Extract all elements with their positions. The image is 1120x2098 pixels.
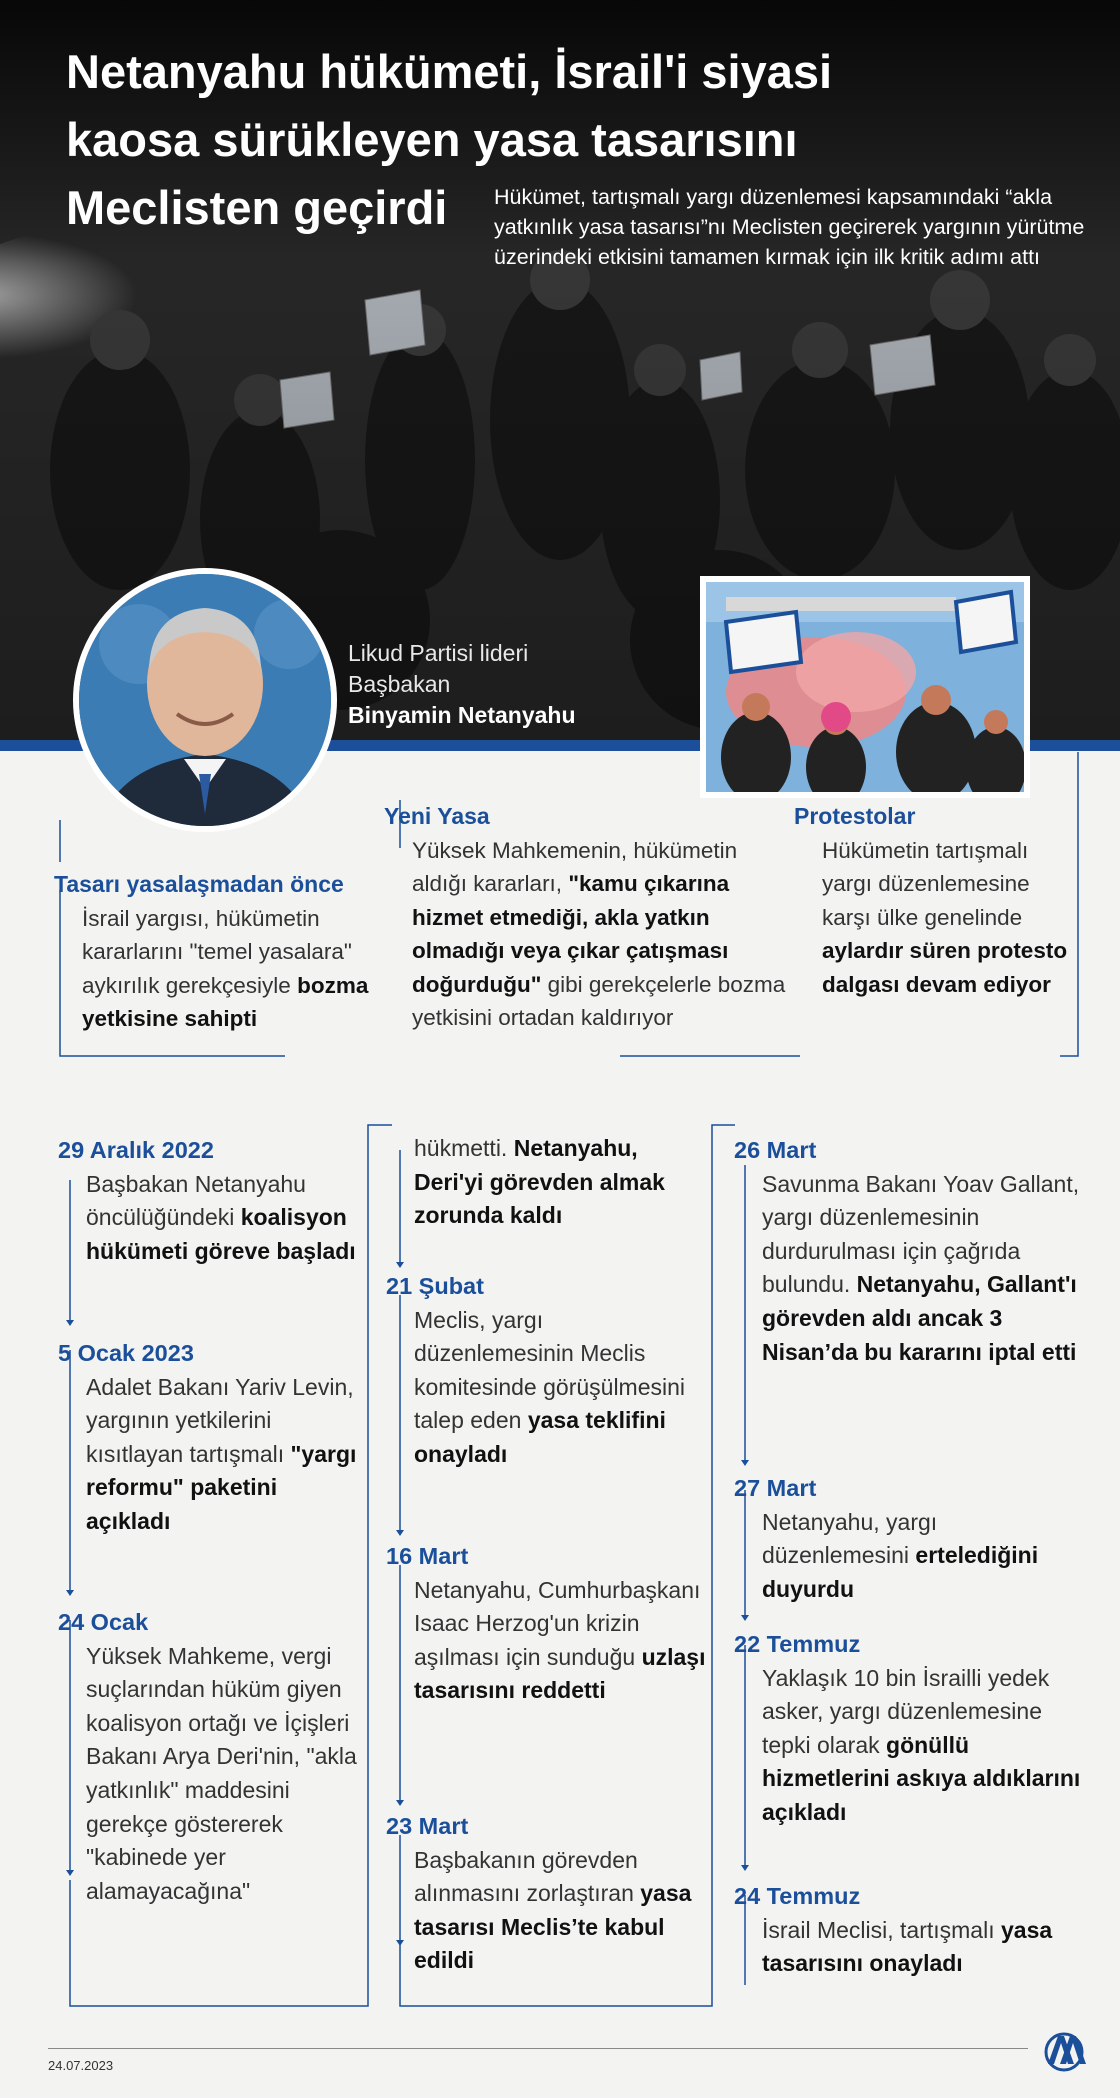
- timeline-text-bold: yasa tasarısı Meclis’te kabul edildi: [414, 1880, 692, 1974]
- section-new-law-text1: Yüksek Mahkemenin, hükümetin aldığı kararları,: [412, 837, 738, 896]
- timeline-text-plain: Netanyahu, yargı düzenlemesini: [762, 1508, 938, 1569]
- timeline-text: [386, 1132, 706, 1233]
- section-before-heading: Tasarı yasalaşmadan önce: [54, 871, 344, 897]
- pm-caption-role: Başbakan: [348, 671, 451, 697]
- pm-caption: [348, 638, 576, 731]
- section-new-law-bold: "kamu çıkarına hizmet etmediği, akla yatkın olmadığı veya çıkar çatışması doğurduğu": [412, 871, 730, 997]
- timeline-text-bold: koalisyon hükümeti göreve başladı: [86, 1204, 356, 1264]
- section-new-law-text2: gibi gerekçelerle bozma yetkisini ortadan kaldırıyor: [412, 971, 786, 1030]
- protest-photo: [700, 576, 1030, 798]
- section-new-law-heading: Yeni Yasa: [384, 803, 490, 829]
- timeline-event: [734, 1472, 1084, 1606]
- timeline-event: [734, 1628, 1084, 1830]
- timeline-event: [386, 1132, 706, 1233]
- timeline-text-bold: Netanyahu, Deri'yi görevden almak zorunda kaldı: [414, 1135, 665, 1229]
- timeline-text: [58, 1168, 358, 1269]
- timeline-event: [58, 1134, 358, 1268]
- timeline-event: [386, 1540, 706, 1708]
- section-protesters: [794, 800, 1076, 1001]
- timeline-date: 27 Mart: [734, 1475, 817, 1501]
- timeline-event: [734, 1134, 1084, 1369]
- page-title: Netanyahu hükümeti, İsrail'i siyasi kaosa sürükleyen yasa tasarısını Meclisten geçirdi: [66, 45, 833, 234]
- timeline-text-plain: hükmetti.: [414, 1135, 508, 1161]
- timeline-date: 21 Şubat: [386, 1273, 484, 1299]
- timeline-text-bold: uzlaşı tasarısını reddetti: [414, 1643, 706, 1704]
- timeline-text-bold: yasa teklifini onayladı: [414, 1407, 666, 1467]
- timeline-text-plain: Meclis, yargı düzenlemesinin Meclis komitesinde görüşülmesini talep eden: [414, 1306, 686, 1434]
- timeline-event: [734, 1880, 1084, 1981]
- section-protesters-text: Hükümetin tartışmalı yargı düzenlemesine karşı ülke genelinde: [822, 837, 1030, 930]
- timeline-text-plain: İsrail Meclisi, tartışmalı: [762, 1916, 995, 1943]
- pm-caption-party: Likud Partisi lideri: [348, 640, 529, 666]
- timeline-date: 26 Mart: [734, 1137, 817, 1163]
- timeline-text: [734, 1168, 1084, 1370]
- section-new-law-body: [384, 834, 796, 1035]
- section-before-law: [54, 868, 384, 1036]
- timeline-text-bold: ertelediğini duyurdu: [762, 1542, 1039, 1602]
- timeline-text-plain: Başbakanın görevden alınmasını zorlaştıran: [414, 1846, 638, 1907]
- section-protesters-bold: aylardır süren protesto dalgası devam ediyor: [822, 938, 1068, 997]
- section-before-text: İsrail yargısı, hükümetin kararlarını "temel yasalara" aykırılık gerekçesiyle: [82, 905, 352, 998]
- timeline-text-bold: Netanyahu, Gallant'ı görevden aldı ancak 3 Nisan’da bu kararını iptal etti: [762, 1271, 1077, 1365]
- timeline-date: 29 Aralık 2022: [58, 1137, 214, 1163]
- timeline-text: [58, 1371, 358, 1539]
- page-subtitle: Hükümet, tartışmalı yargı düzenlemesi kapsamındaki “akla yatkınlık yasa tasarısı”nı Meclisten geçirerek yargının yürütme üzerindeki etkisini tamamen kırmak için ilk kritik adımı attı: [494, 185, 1085, 269]
- timeline-text-plain: Yüksek Mahkeme, vergi suçlarından hüküm giyen koalisyon ortağı ve İçişleri Bakanı Arya Deri'nin, "akla yatkınlık" maddesini gerekçe göstererek "kabinede yer alamayacağına": [86, 1642, 357, 1904]
- timeline-date: 5 Ocak 2023: [58, 1340, 194, 1366]
- timeline-event: [386, 1270, 706, 1472]
- footer-date: 24.07.2023: [48, 2058, 114, 2073]
- timeline-text: [58, 1640, 358, 1909]
- timeline-text-bold: "yargı reformu" paketini açıkladı: [86, 1440, 357, 1534]
- timeline-text-plain: Netanyahu, Cumhurbaşkanı Isaac Herzog'un krizin aşılması için sunduğu: [414, 1576, 701, 1670]
- timeline-text-bold: gönüllü hizmetlerini askıya aldıklarını açıkladı: [762, 1731, 1081, 1825]
- timeline-date: 24 Ocak: [58, 1609, 149, 1635]
- timeline-text-plain: Savunma Bakanı Yoav Gallant, yargı düzenlemesinin durdurulması için çağrıda bulundu.: [762, 1170, 1080, 1298]
- timeline-text-plain: Adalet Bakanı Yariv Levin, yargının yetkilerini kısıtlayan tartışmalı: [86, 1373, 354, 1467]
- section-new-law: [384, 800, 796, 1035]
- timeline-text: [734, 1914, 1084, 1981]
- aa-logo-icon: [1040, 2028, 1088, 2072]
- timeline-text-plain: Yaklaşık 10 bin İsrailli yedek asker, yargı düzenlemesine tepki olarak: [762, 1664, 1050, 1758]
- timeline-date: 23 Mart: [386, 1813, 469, 1839]
- timeline-text: [386, 1574, 706, 1708]
- timeline-date: 16 Mart: [386, 1543, 469, 1569]
- timeline-date: 22 Temmuz: [734, 1631, 861, 1657]
- section-protesters-body: [794, 834, 1076, 1002]
- timeline-text: [734, 1506, 1084, 1607]
- timeline-event: [58, 1606, 358, 1908]
- timeline-date: 24 Temmuz: [734, 1883, 861, 1909]
- timeline-event: [386, 1810, 706, 1978]
- pm-caption-name: Binyamin Netanyahu: [348, 702, 576, 728]
- timeline-text: [734, 1662, 1084, 1830]
- timeline-text-bold: yasa tasarısını onayladı: [762, 1916, 1053, 1977]
- section-before-bold: bozma yetkisine sahipti: [82, 972, 369, 1031]
- timeline-text: [386, 1304, 706, 1472]
- footer-divider: [48, 2048, 1028, 2049]
- section-protesters-heading: Protestolar: [794, 803, 916, 829]
- section-before-body: [54, 902, 384, 1036]
- netanyahu-portrait: [73, 568, 337, 832]
- timeline-event: [58, 1337, 358, 1539]
- timeline-text: [386, 1844, 706, 1978]
- timeline-text-plain: Başbakan Netanyahu öncülüğündeki: [86, 1170, 306, 1231]
